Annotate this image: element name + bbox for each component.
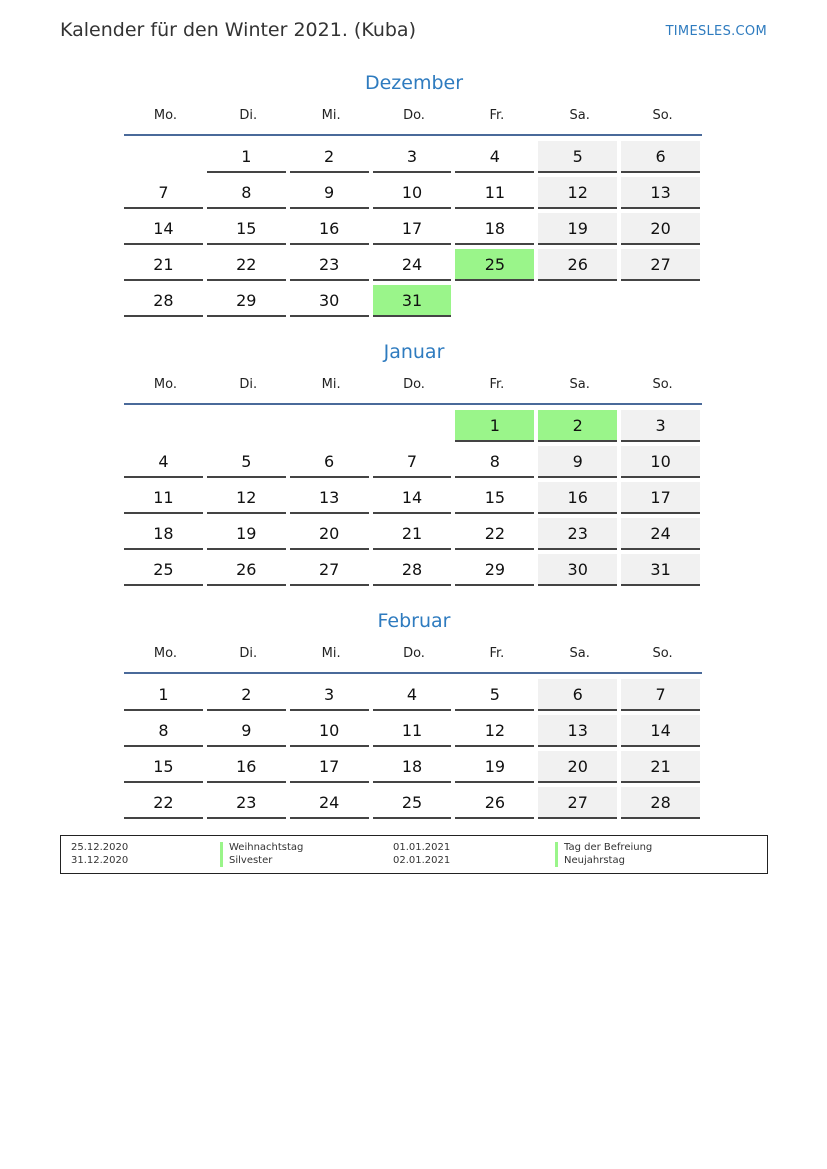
day-cell[interactable] (455, 715, 538, 751)
day-cell[interactable] (455, 518, 538, 554)
week-row (124, 213, 704, 249)
weekday-label: Fr. (489, 108, 505, 123)
day-cell[interactable] (538, 518, 621, 554)
day-cell[interactable] (207, 787, 290, 823)
weekday-label: Do. (403, 377, 425, 392)
week-row (124, 715, 704, 751)
day-number: 28 (373, 554, 452, 586)
day-number: 13 (538, 715, 617, 747)
day-cell[interactable] (124, 213, 207, 249)
header-divider (124, 134, 702, 136)
day-number: 21 (373, 518, 452, 550)
legend-date: 25.12.2020 (71, 842, 129, 853)
weekday-label: Do. (403, 108, 425, 123)
week-row (124, 751, 704, 787)
day-cell[interactable] (290, 446, 373, 482)
day-cell[interactable] (538, 679, 621, 715)
day-cell[interactable] (538, 249, 621, 285)
day-cell[interactable] (373, 141, 456, 177)
legend-names-right (555, 842, 652, 867)
day-cell[interactable] (621, 518, 704, 554)
week-row (124, 141, 704, 177)
day-number: 5 (538, 141, 617, 173)
day-number (538, 285, 617, 315)
day-number: 8 (207, 177, 286, 209)
day-cell[interactable] (621, 141, 704, 177)
weekday-label: Mo. (153, 646, 177, 661)
day-number: 9 (538, 446, 617, 478)
day-cell[interactable] (538, 482, 621, 518)
day-number: 17 (290, 751, 369, 783)
day-number: 10 (290, 715, 369, 747)
day-cell[interactable] (455, 787, 538, 823)
day-cell (124, 410, 207, 446)
day-number: 5 (207, 446, 286, 478)
weekday-label: Mi. (321, 646, 341, 661)
weekday-label: Sa. (569, 108, 590, 123)
day-cell[interactable] (124, 787, 207, 823)
day-cell[interactable] (124, 751, 207, 787)
day-cell[interactable] (207, 715, 290, 751)
day-cell[interactable] (124, 177, 207, 213)
day-number: 29 (455, 554, 534, 586)
day-number (124, 141, 203, 171)
day-number: 9 (290, 177, 369, 209)
day-cell[interactable] (455, 679, 538, 715)
day-number: 29 (207, 285, 286, 317)
day-cell[interactable] (373, 679, 456, 715)
day-cell[interactable] (621, 482, 704, 518)
day-cell[interactable] (373, 518, 456, 554)
day-number: 12 (538, 177, 617, 209)
day-cell[interactable] (207, 141, 290, 177)
day-number: 2 (538, 410, 617, 442)
day-cell[interactable] (455, 554, 538, 590)
day-number: 11 (373, 715, 452, 747)
legend-holiday-name: Silvester (220, 855, 303, 868)
day-number: 13 (290, 482, 369, 514)
day-cell[interactable] (124, 482, 207, 518)
day-number: 22 (207, 249, 286, 281)
day-cell[interactable] (290, 285, 373, 321)
day-cell[interactable] (124, 518, 207, 554)
weekday-label: Mi. (321, 108, 341, 123)
day-number: 27 (621, 249, 700, 281)
weekday-header (124, 106, 704, 126)
day-cell (621, 285, 704, 321)
day-cell[interactable] (207, 249, 290, 285)
day-cell[interactable] (621, 213, 704, 249)
day-cell[interactable] (621, 410, 704, 446)
day-cell (124, 141, 207, 177)
legend-dates-left (71, 842, 128, 867)
day-number: 6 (290, 446, 369, 478)
day-cell[interactable] (373, 213, 456, 249)
weekday-label: Mo. (153, 108, 177, 123)
day-number: 3 (373, 141, 452, 173)
month-title: Januar (383, 341, 445, 363)
day-number: 20 (538, 751, 617, 783)
day-number: 10 (621, 446, 700, 478)
day-number: 10 (373, 177, 452, 209)
day-cell[interactable] (621, 787, 704, 823)
day-cell[interactable] (373, 177, 456, 213)
day-number: 26 (207, 554, 286, 586)
day-cell[interactable] (621, 554, 704, 590)
day-number: 2 (290, 141, 369, 173)
day-cell[interactable] (621, 249, 704, 285)
day-number: 2 (207, 679, 286, 711)
week-row (124, 285, 704, 321)
day-number: 14 (124, 213, 203, 245)
day-number: 24 (373, 249, 452, 281)
week-row (124, 482, 704, 518)
day-cell[interactable] (373, 446, 456, 482)
week-row (124, 177, 704, 213)
day-number: 9 (207, 715, 286, 747)
day-number: 13 (621, 177, 700, 209)
day-number: 1 (455, 410, 534, 442)
day-cell[interactable] (290, 518, 373, 554)
day-cell[interactable] (124, 679, 207, 715)
day-number (207, 410, 286, 440)
day-cell[interactable] (538, 410, 621, 446)
day-number (373, 410, 452, 440)
week-row (124, 249, 704, 285)
weekday-label: Di. (239, 377, 258, 392)
holiday-legend (60, 835, 768, 874)
legend-holiday-name: Weihnachtstag (220, 842, 303, 855)
week-row (124, 446, 704, 482)
day-cell[interactable] (538, 787, 621, 823)
day-cell[interactable] (621, 751, 704, 787)
day-number: 16 (538, 482, 617, 514)
day-number: 15 (455, 482, 534, 514)
day-number: 21 (124, 249, 203, 281)
day-cell[interactable] (538, 446, 621, 482)
month-january (124, 339, 704, 590)
day-number: 30 (290, 285, 369, 317)
day-number: 7 (373, 446, 452, 478)
day-cell[interactable] (538, 141, 621, 177)
day-number: 11 (455, 177, 534, 209)
day-cell[interactable] (455, 446, 538, 482)
day-number (621, 285, 700, 315)
day-cell[interactable] (290, 249, 373, 285)
day-number: 15 (124, 751, 203, 783)
day-number: 20 (621, 213, 700, 245)
day-cell[interactable] (621, 177, 704, 213)
day-number: 31 (373, 285, 452, 317)
day-cell[interactable] (207, 177, 290, 213)
day-cell[interactable] (373, 482, 456, 518)
day-cell[interactable] (373, 554, 456, 590)
week-row (124, 787, 704, 823)
legend-dates-right (393, 842, 450, 867)
day-number: 25 (124, 554, 203, 586)
weekday-label: Fr. (489, 646, 505, 661)
day-cell[interactable] (455, 249, 538, 285)
day-number (290, 410, 369, 440)
day-cell[interactable] (124, 554, 207, 590)
month-february (124, 608, 704, 823)
day-number: 16 (207, 751, 286, 783)
week-row (124, 518, 704, 554)
day-number: 19 (455, 751, 534, 783)
day-cell[interactable] (538, 751, 621, 787)
day-number: 25 (455, 249, 534, 281)
day-cell[interactable] (538, 177, 621, 213)
weekday-label: So. (652, 646, 673, 661)
day-cell[interactable] (124, 249, 207, 285)
weekday-label: So. (652, 377, 673, 392)
day-cell[interactable] (124, 446, 207, 482)
day-number: 11 (124, 482, 203, 514)
weekday-label: Mo. (153, 377, 177, 392)
header-divider (124, 672, 702, 674)
day-number: 16 (290, 213, 369, 245)
day-number: 19 (538, 213, 617, 245)
weekday-label: So. (652, 108, 673, 123)
weekday-label: Do. (403, 646, 425, 661)
weekday-label: Mi. (321, 377, 341, 392)
day-cell (290, 410, 373, 446)
weekday-header (124, 644, 704, 664)
day-number: 1 (207, 141, 286, 173)
day-cell[interactable] (207, 554, 290, 590)
day-cell[interactable] (538, 715, 621, 751)
day-number (124, 410, 203, 440)
weekday-label: Di. (239, 108, 258, 123)
day-cell[interactable] (373, 285, 456, 321)
day-number: 5 (455, 679, 534, 711)
legend-holiday-name: Tag der Befreiung (555, 842, 652, 855)
day-number: 27 (538, 787, 617, 819)
weekday-header (124, 375, 704, 395)
day-cell[interactable] (373, 751, 456, 787)
day-number: 14 (373, 482, 452, 514)
day-number: 18 (124, 518, 203, 550)
day-number: 17 (373, 213, 452, 245)
day-cell[interactable] (290, 715, 373, 751)
day-number: 27 (290, 554, 369, 586)
day-number: 7 (621, 679, 700, 711)
day-cell (207, 410, 290, 446)
day-cell[interactable] (373, 715, 456, 751)
day-cell[interactable] (455, 410, 538, 446)
day-cell[interactable] (621, 679, 704, 715)
day-cell[interactable] (290, 751, 373, 787)
day-number: 24 (621, 518, 700, 550)
day-number: 22 (455, 518, 534, 550)
day-cell[interactable] (207, 482, 290, 518)
day-number: 17 (621, 482, 700, 514)
day-cell[interactable] (373, 249, 456, 285)
day-cell[interactable] (290, 482, 373, 518)
day-number: 3 (621, 410, 700, 442)
day-cell (455, 285, 538, 321)
day-cell[interactable] (207, 213, 290, 249)
day-number: 23 (207, 787, 286, 819)
day-number: 4 (124, 446, 203, 478)
day-number: 25 (373, 787, 452, 819)
day-cell[interactable] (124, 285, 207, 321)
day-cell[interactable] (290, 141, 373, 177)
day-number (455, 285, 534, 315)
month-title: Februar (377, 610, 451, 632)
day-cell[interactable] (455, 213, 538, 249)
legend-date: 31.12.2020 (71, 854, 129, 866)
day-cell[interactable] (621, 446, 704, 482)
day-cell[interactable] (290, 177, 373, 213)
day-cell[interactable] (290, 213, 373, 249)
day-number: 21 (621, 751, 700, 783)
day-cell[interactable] (207, 679, 290, 715)
day-cell[interactable] (455, 177, 538, 213)
day-cell[interactable] (455, 482, 538, 518)
day-number: 4 (455, 141, 534, 173)
day-number: 12 (455, 715, 534, 747)
week-row (124, 679, 704, 715)
header-divider (124, 403, 702, 405)
weekday-label: Sa. (569, 646, 590, 661)
brand-link[interactable]: TIMESLES.COM (665, 24, 767, 39)
day-number: 18 (455, 213, 534, 245)
day-number: 12 (207, 482, 286, 514)
day-number: 26 (538, 249, 617, 281)
day-number: 1 (124, 679, 203, 711)
day-cell[interactable] (455, 751, 538, 787)
day-number: 26 (455, 787, 534, 819)
day-number: 31 (621, 554, 700, 586)
weekday-label: Sa. (569, 377, 590, 392)
day-number: 6 (621, 141, 700, 173)
day-number: 23 (290, 249, 369, 281)
day-cell[interactable] (124, 715, 207, 751)
day-number: 18 (373, 751, 452, 783)
day-cell[interactable] (538, 554, 621, 590)
day-cell[interactable] (290, 554, 373, 590)
legend-date: 02.01.2021 (393, 854, 451, 866)
week-row (124, 410, 704, 446)
day-number: 24 (290, 787, 369, 819)
day-number: 19 (207, 518, 286, 550)
day-number: 30 (538, 554, 617, 586)
day-number: 20 (290, 518, 369, 550)
month-title: Dezember (364, 72, 464, 94)
day-cell[interactable] (455, 141, 538, 177)
day-number: 4 (373, 679, 452, 711)
day-cell[interactable] (207, 285, 290, 321)
day-number: 7 (124, 177, 203, 209)
week-row (124, 554, 704, 590)
legend-date: 01.01.2021 (393, 842, 451, 853)
day-cell[interactable] (290, 787, 373, 823)
day-number: 15 (207, 213, 286, 245)
day-cell (373, 410, 456, 446)
day-number: 22 (124, 787, 203, 819)
day-cell[interactable] (621, 715, 704, 751)
day-number: 8 (124, 715, 203, 747)
day-number: 8 (455, 446, 534, 478)
legend-holiday-name: Neujahrstag (555, 855, 652, 868)
weekday-label: Di. (239, 646, 258, 661)
day-number: 28 (621, 787, 700, 819)
day-cell[interactable] (207, 751, 290, 787)
day-number: 23 (538, 518, 617, 550)
day-cell[interactable] (207, 518, 290, 554)
day-number: 14 (621, 715, 700, 747)
day-cell[interactable] (207, 446, 290, 482)
legend-names-left (220, 842, 303, 867)
day-cell[interactable] (373, 787, 456, 823)
day-cell (538, 285, 621, 321)
day-number: 28 (124, 285, 203, 317)
day-number: 3 (290, 679, 369, 711)
page-title: Kalender für den Winter 2021. (Kuba) (60, 19, 416, 41)
day-cell[interactable] (290, 679, 373, 715)
day-number: 6 (538, 679, 617, 711)
month-december (124, 70, 704, 321)
day-cell[interactable] (538, 213, 621, 249)
weekday-label: Fr. (489, 377, 505, 392)
